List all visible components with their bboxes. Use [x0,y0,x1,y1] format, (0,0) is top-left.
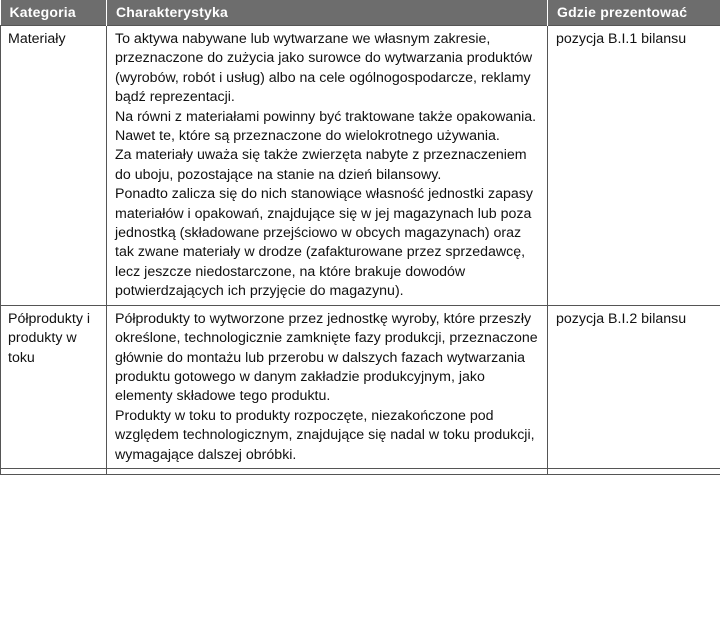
row-where-to-present: pozycja B.I.2 bilansu [548,305,720,468]
characteristics-paragraph: To aktywa nabywane lub wytwarzane we własnym zakresie, przeznaczone do zużycia jako surowce do wytwarzania produktów (wyrobów, robót i usług) albo na cele ogólnogospodarcze, reklamy bądź reprezentacji. [115,31,533,106]
cut-off-cell [548,468,720,474]
row-category: Półprodukty i produkty w toku [1,305,107,468]
row-category: Materiały [1,26,107,306]
table-header-row [1,0,720,26]
table-row [1,26,720,306]
characteristics-paragraph: Produkty w toku to produkty rozpoczęte, niezakończone pod względem technologicznym, znajdujące się nadal w toku produkcji, wymagające dalszej obróbki. [115,407,535,463]
cut-off-cell [1,468,107,474]
characteristics-paragraph: Na równi z materiałami powinny być traktowane także opakowania. Nawet te, które są przeznaczone do wielokrotnego używania. [115,108,537,145]
characteristics-paragraph: Ponadto zalicza się do nich stanowiące własność jednostki zapasy materiałów i opakowań, znajdujące się w jej magazynach lub poza jednostką (składowane przejściowo w obcych magazynach) oraz tak zwane materiały w drodze (zafakturowane przez sprzedawcę, lecz jeszcze niedostarczone, na które brakuje dowodów potwierdzających ich przyjęcie do magazynu). [115,186,533,300]
table-row-cut-off [1,468,720,474]
header-where-to-present: Gdzie prezentować [548,0,720,26]
characteristics-paragraph: Za materiały uważa się także zwierzęta nabyte z przeznaczeniem do uboju, pozostające na stanie na dzień bilansowy. [115,147,527,183]
row-characteristics [107,305,548,468]
header-category: Kategoria [1,0,107,26]
row-characteristics [107,26,548,306]
table-row [1,305,720,468]
header-characteristics: Charakterystyka [107,0,548,26]
row-where-to-present: pozycja B.I.1 bilansu [548,26,720,306]
characteristics-paragraph: Półprodukty to wytworzone przez jednostkę wyroby, które przeszły określone, technologicznie zamknięte fazy produkcji, przeznaczone głównie do montażu lub przerobu w dalszych fazach wytwarzania produktu gotowego w danym zakładzie produkcyjnym, jako elementy składowe tego produktu. [115,310,538,405]
cut-off-cell [107,468,548,474]
